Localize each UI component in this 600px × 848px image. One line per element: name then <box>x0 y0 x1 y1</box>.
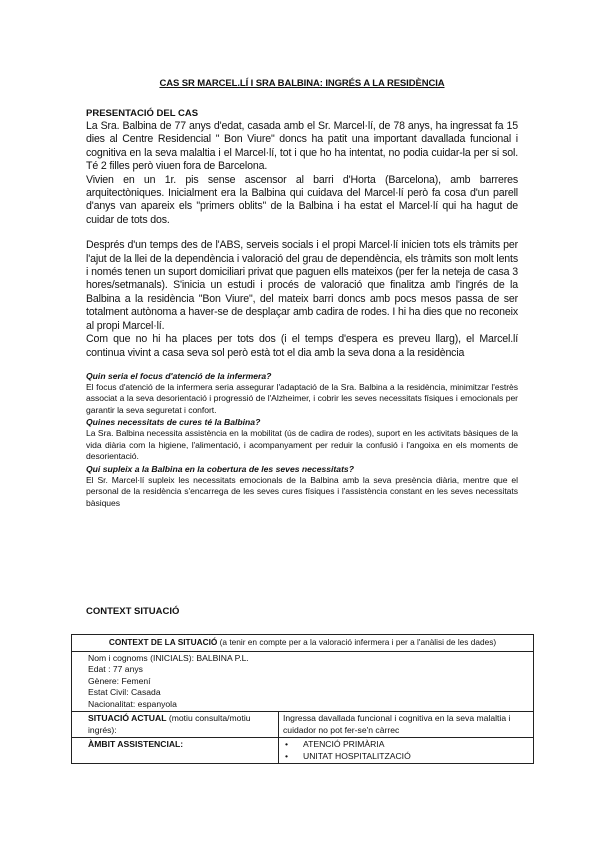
spacer <box>86 360 518 370</box>
situacio-label-cell <box>72 712 279 738</box>
answer-1: El focus d'atenció de la infermera seria assegurar l'adaptació de la Sra. Balbina a la residència, minimitzar l'estrès associat a la seva desorientació i progressió de l'Alzheimer, i cobrir les seves necessitats físiques i emocionals per garantir la seva seguretat i confort. <box>86 381 518 415</box>
presentation-paragraph-3: Després d'un temps des de l'ABS, serveis socials i el propi Marcel·lí inicien tots els tràmits per l'ajut de la llei de la dependència i valoració del grau de dependència, els tràmits son molt lents i només tenen un suport domiciliari privat que paguen ells mateixos (per fer la neteja de casa 3 hores/setmanals). S'inicia un estudi i procés de valoració que finalitza amb l'ingrés de la Balbina a la residència "Bon Viure", del mateix barri doncs amb pocs mesos passa de ser totalment autònoma a haver-se de desplaçar amb cadira de rodes. I hi ha dies que no reconeix al propi Marcel·lí. <box>86 239 518 332</box>
info-name: Nom i cognoms (INICIALS): BALBINA P.L. <box>88 652 249 663</box>
info-age: Edat : 77 anys <box>88 664 143 674</box>
question-1: Quin seria el focus d'atenció de la infermera? <box>86 370 272 381</box>
ambit-label: ÀMBIT ASSISTENCIAL: <box>88 739 184 749</box>
spacer <box>86 227 518 239</box>
answer-2: La Sra. Balbina necessita assistència en la mobilitat (ús de cadira de rodes), suport en les activitats bàsiques de la vida diària com la higiene, l'alimentació, i acompanyament per reduir la confusió i l'angoixa en els moments de desorientació. <box>86 428 518 462</box>
bullet-icon: • <box>285 750 289 761</box>
ambit-item-primaria <box>283 739 529 751</box>
ambit-value-cell <box>279 738 534 764</box>
document-title: CAS SR MARCEL.LÍ I SRA BALBINA: INGRÉS A LA RESIDÈNCIA <box>159 78 445 89</box>
situacio-label-bold: SITUACIÓ ACTUAL <box>88 713 167 723</box>
ambit-list <box>283 739 529 762</box>
presentation-paragraph-4: Com que no hi ha places per tots dos (i el temps d'espera es preveu llarg), el Marcel.lí continua vivint a casa seva sol però està tot el dia amb la seva dona a la residència <box>86 333 518 359</box>
situacio-row <box>72 712 534 738</box>
question-3: Qui supleix a la Balbina en la cobertura de les seves necessitats? <box>86 463 354 474</box>
ambit-item-label: ATENCIÓ PRIMÀRIA <box>303 739 385 749</box>
info-gender: Gènere: Femení <box>88 675 151 686</box>
ambit-item-hospitalitzacio <box>283 751 529 763</box>
presentation-paragraph-1: La Sra. Balbina de 77 anys d'edat, casada amb el Sr. Marcel·lí, de 78 anys, ha ingressat fa 15 dies al Centre Residencial " Bon Viure" doncs ha patit una important davallada funcional i cognitiva en la seva malaltia i el Marcel·lí, tot i que ho ha intentat, no podia cuidar-la per si sol. Té 2 filles però viuen fora de Barcelona. <box>86 120 518 173</box>
table-header-row <box>72 635 534 652</box>
info-civil-status: Estat Civil: Casada <box>88 687 161 697</box>
document-page <box>86 78 518 761</box>
situacio-value: Ingressa davallada funcional i cognitiva en la seva malaltia i cuidador no pot fer-se'n càrrec <box>283 713 511 735</box>
ambit-item-label: UNITAT HOSPITALITZACIÓ <box>303 750 411 761</box>
question-2: Quines necessitats de cures té la Balbina? <box>86 417 261 428</box>
table-header-bold: CONTEXT DE LA SITUACIÓ <box>108 637 218 647</box>
context-heading: CONTEXT SITUACIÓ <box>86 606 180 617</box>
context-table <box>71 634 534 764</box>
presentation-paragraph-2: Vivien en un 1r. pis sense ascensor al barri d'Horta (Barcelona), amb barreres arquitectòniques. Inicialment era la Balbina qui cuidava del Marcel·lí però fa cosa d'un parell d'anys van apareix els "primers oblits" de la Balbina i ha estat el Marcel·lí qui ha hagut de cuidar de tots dos. <box>86 173 518 226</box>
ambit-row <box>72 738 534 764</box>
patient-info-cell <box>72 651 534 712</box>
ambit-label-cell <box>72 738 279 764</box>
bullet-icon: • <box>285 739 289 749</box>
answer-3: El Sr. Marcel·lí supleix les necessitats emocionals de la Balbina amb la seva presència diària, mentre que el personal de la residència s'encarrega de les seves cures físiques i l'assistència constant en les seves necessitats bàsiques <box>86 474 518 508</box>
info-nationality: Nacionalitat: espanyola <box>88 698 177 709</box>
table-header-rest: (a tenir en compte per a la valoració infermera i per a l'anàlisi de les dades) <box>217 637 497 647</box>
table-header-cell <box>72 635 534 652</box>
situacio-value-cell <box>279 712 534 738</box>
patient-info-row <box>72 651 534 712</box>
situacio-label-rest: (motiu consulta/motiu ingrés): <box>88 713 251 735</box>
presentation-heading: PRESENTACIÓ DEL CAS <box>86 108 199 119</box>
